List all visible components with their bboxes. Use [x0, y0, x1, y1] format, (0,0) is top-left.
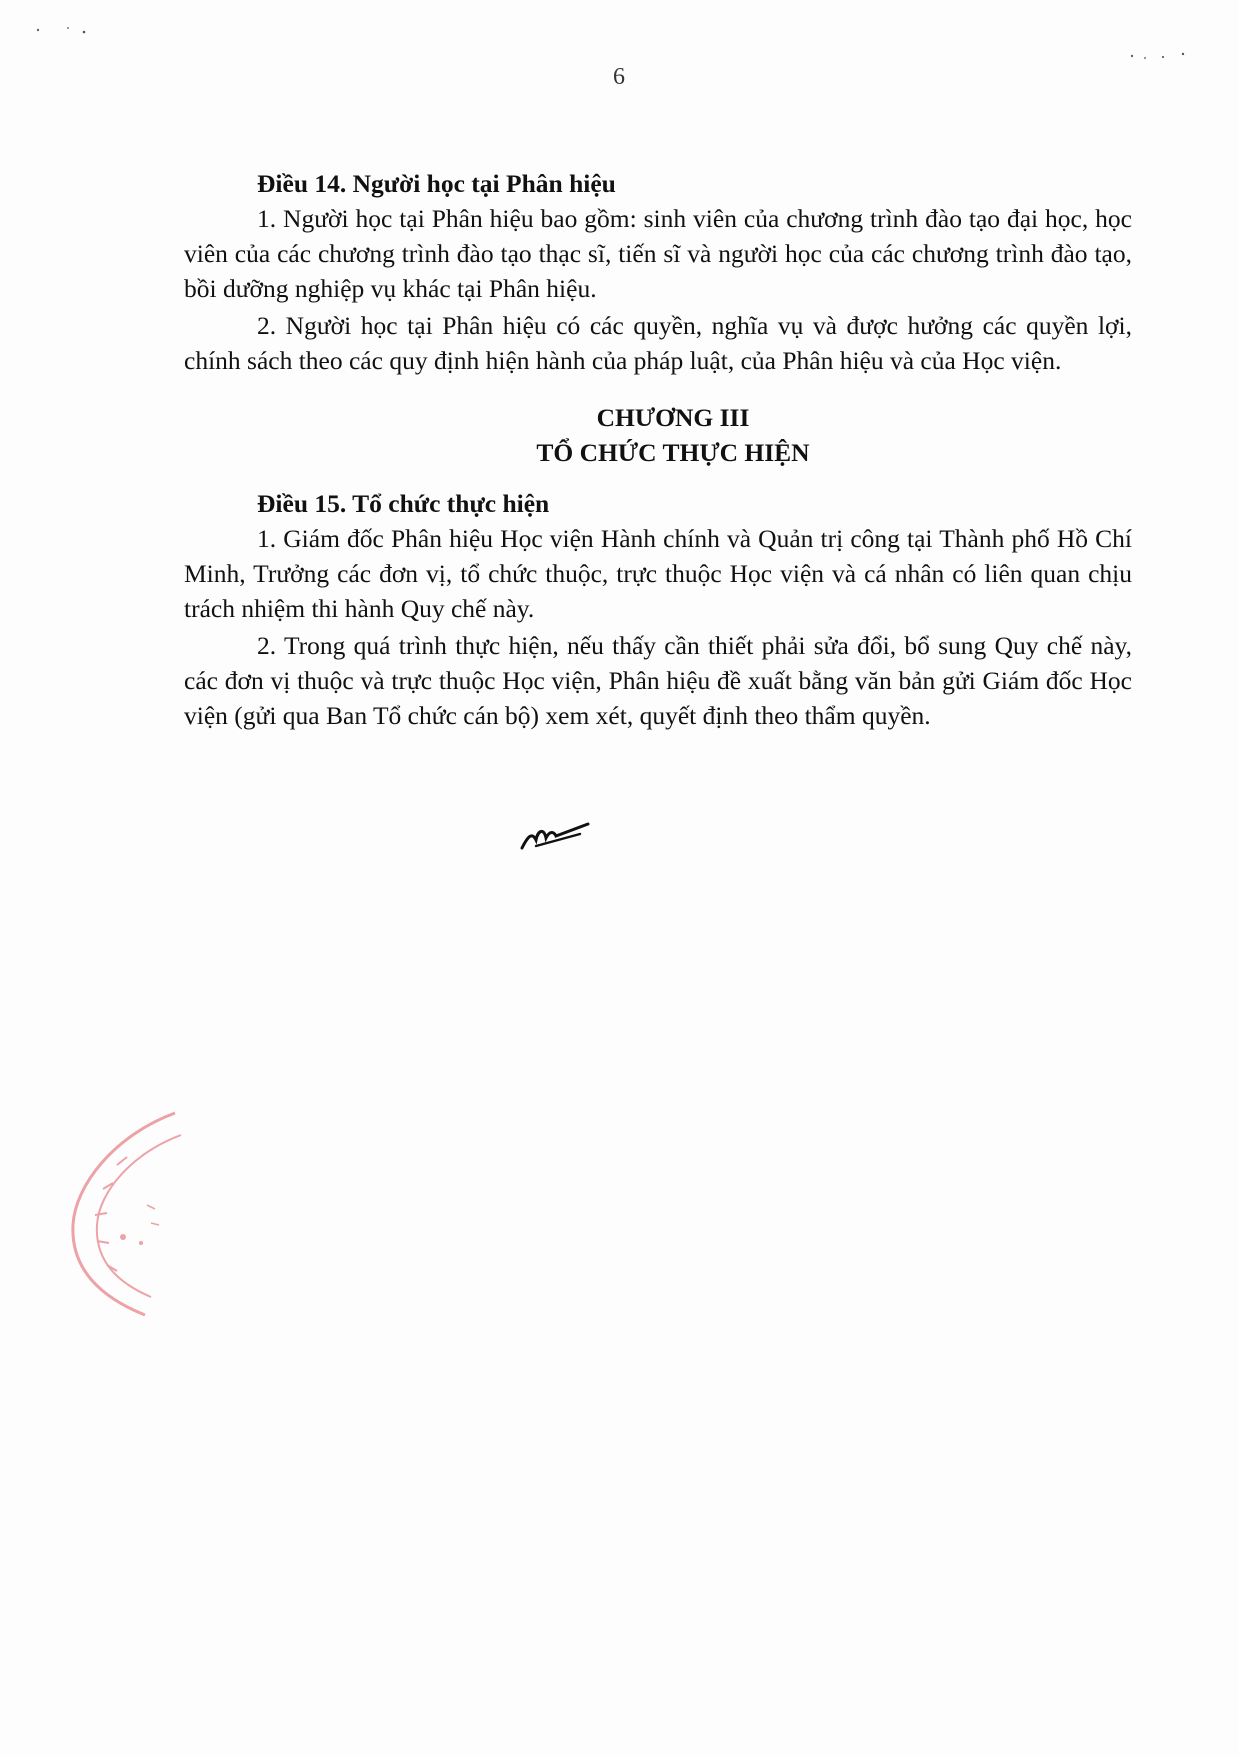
- article-15-paragraph-2: 2. Trong quá trình thực hiện, nếu thấy cần thiết phải sửa đổi, bổ sung Quy chế này, các đơn vị thuộc và trực thuộc Học viện, Phân hiệu đề xuất bằng văn bản gửi Giám đốc Học viện (gửi qua Ban Tổ chức cán bộ) xem xét, quyết định theo thẩm quyền.: [184, 631, 1132, 730]
- article-15-paragraph-1: 1. Giám đốc Phân hiệu Học viện Hành chính và Quản trị công tại Thành phố Hồ Chí Minh, Trưởng các đơn vị, tổ chức thuộc, trực thuộc Học viện và cá nhân có liên quan chịu trách nhiệm thi hành Quy chế này.: [184, 524, 1132, 623]
- chapter-number: CHƯƠNG III: [596, 403, 750, 432]
- article-14-paragraph-1: 1. Người học tại Phân hiệu bao gồm: sinh viên của chương trình đào tạo đại học, học viên của các chương trình đào tạo thạc sĩ, tiến sĩ và người học của các chương trình đào tạo, bồi dưỡng nghiệp vụ khác tại Phân hiệu.: [184, 204, 1132, 303]
- page-number: 6: [613, 64, 625, 90]
- initial-signature-mark: [518, 818, 598, 854]
- scan-specks: [0, 0, 1238, 60]
- red-seal-stamp-fragment: [55, 1105, 195, 1325]
- article-14-paragraph-2: 2. Người học tại Phân hiệu có các quyền, nghĩa vụ và được hưởng các quyền lợi, chính sách theo các quy định hiện hành của pháp luật, của Phân hiệu và của Học viện.: [184, 311, 1132, 375]
- chapter-title: TỔ CHỨC THỰC HIỆN: [536, 438, 810, 467]
- article-14-heading: Điều 14. Người học tại Phân hiệu: [257, 169, 616, 198]
- article-15-heading: Điều 15. Tổ chức thực hiện: [257, 489, 550, 518]
- document-body: [184, 166, 1132, 735]
